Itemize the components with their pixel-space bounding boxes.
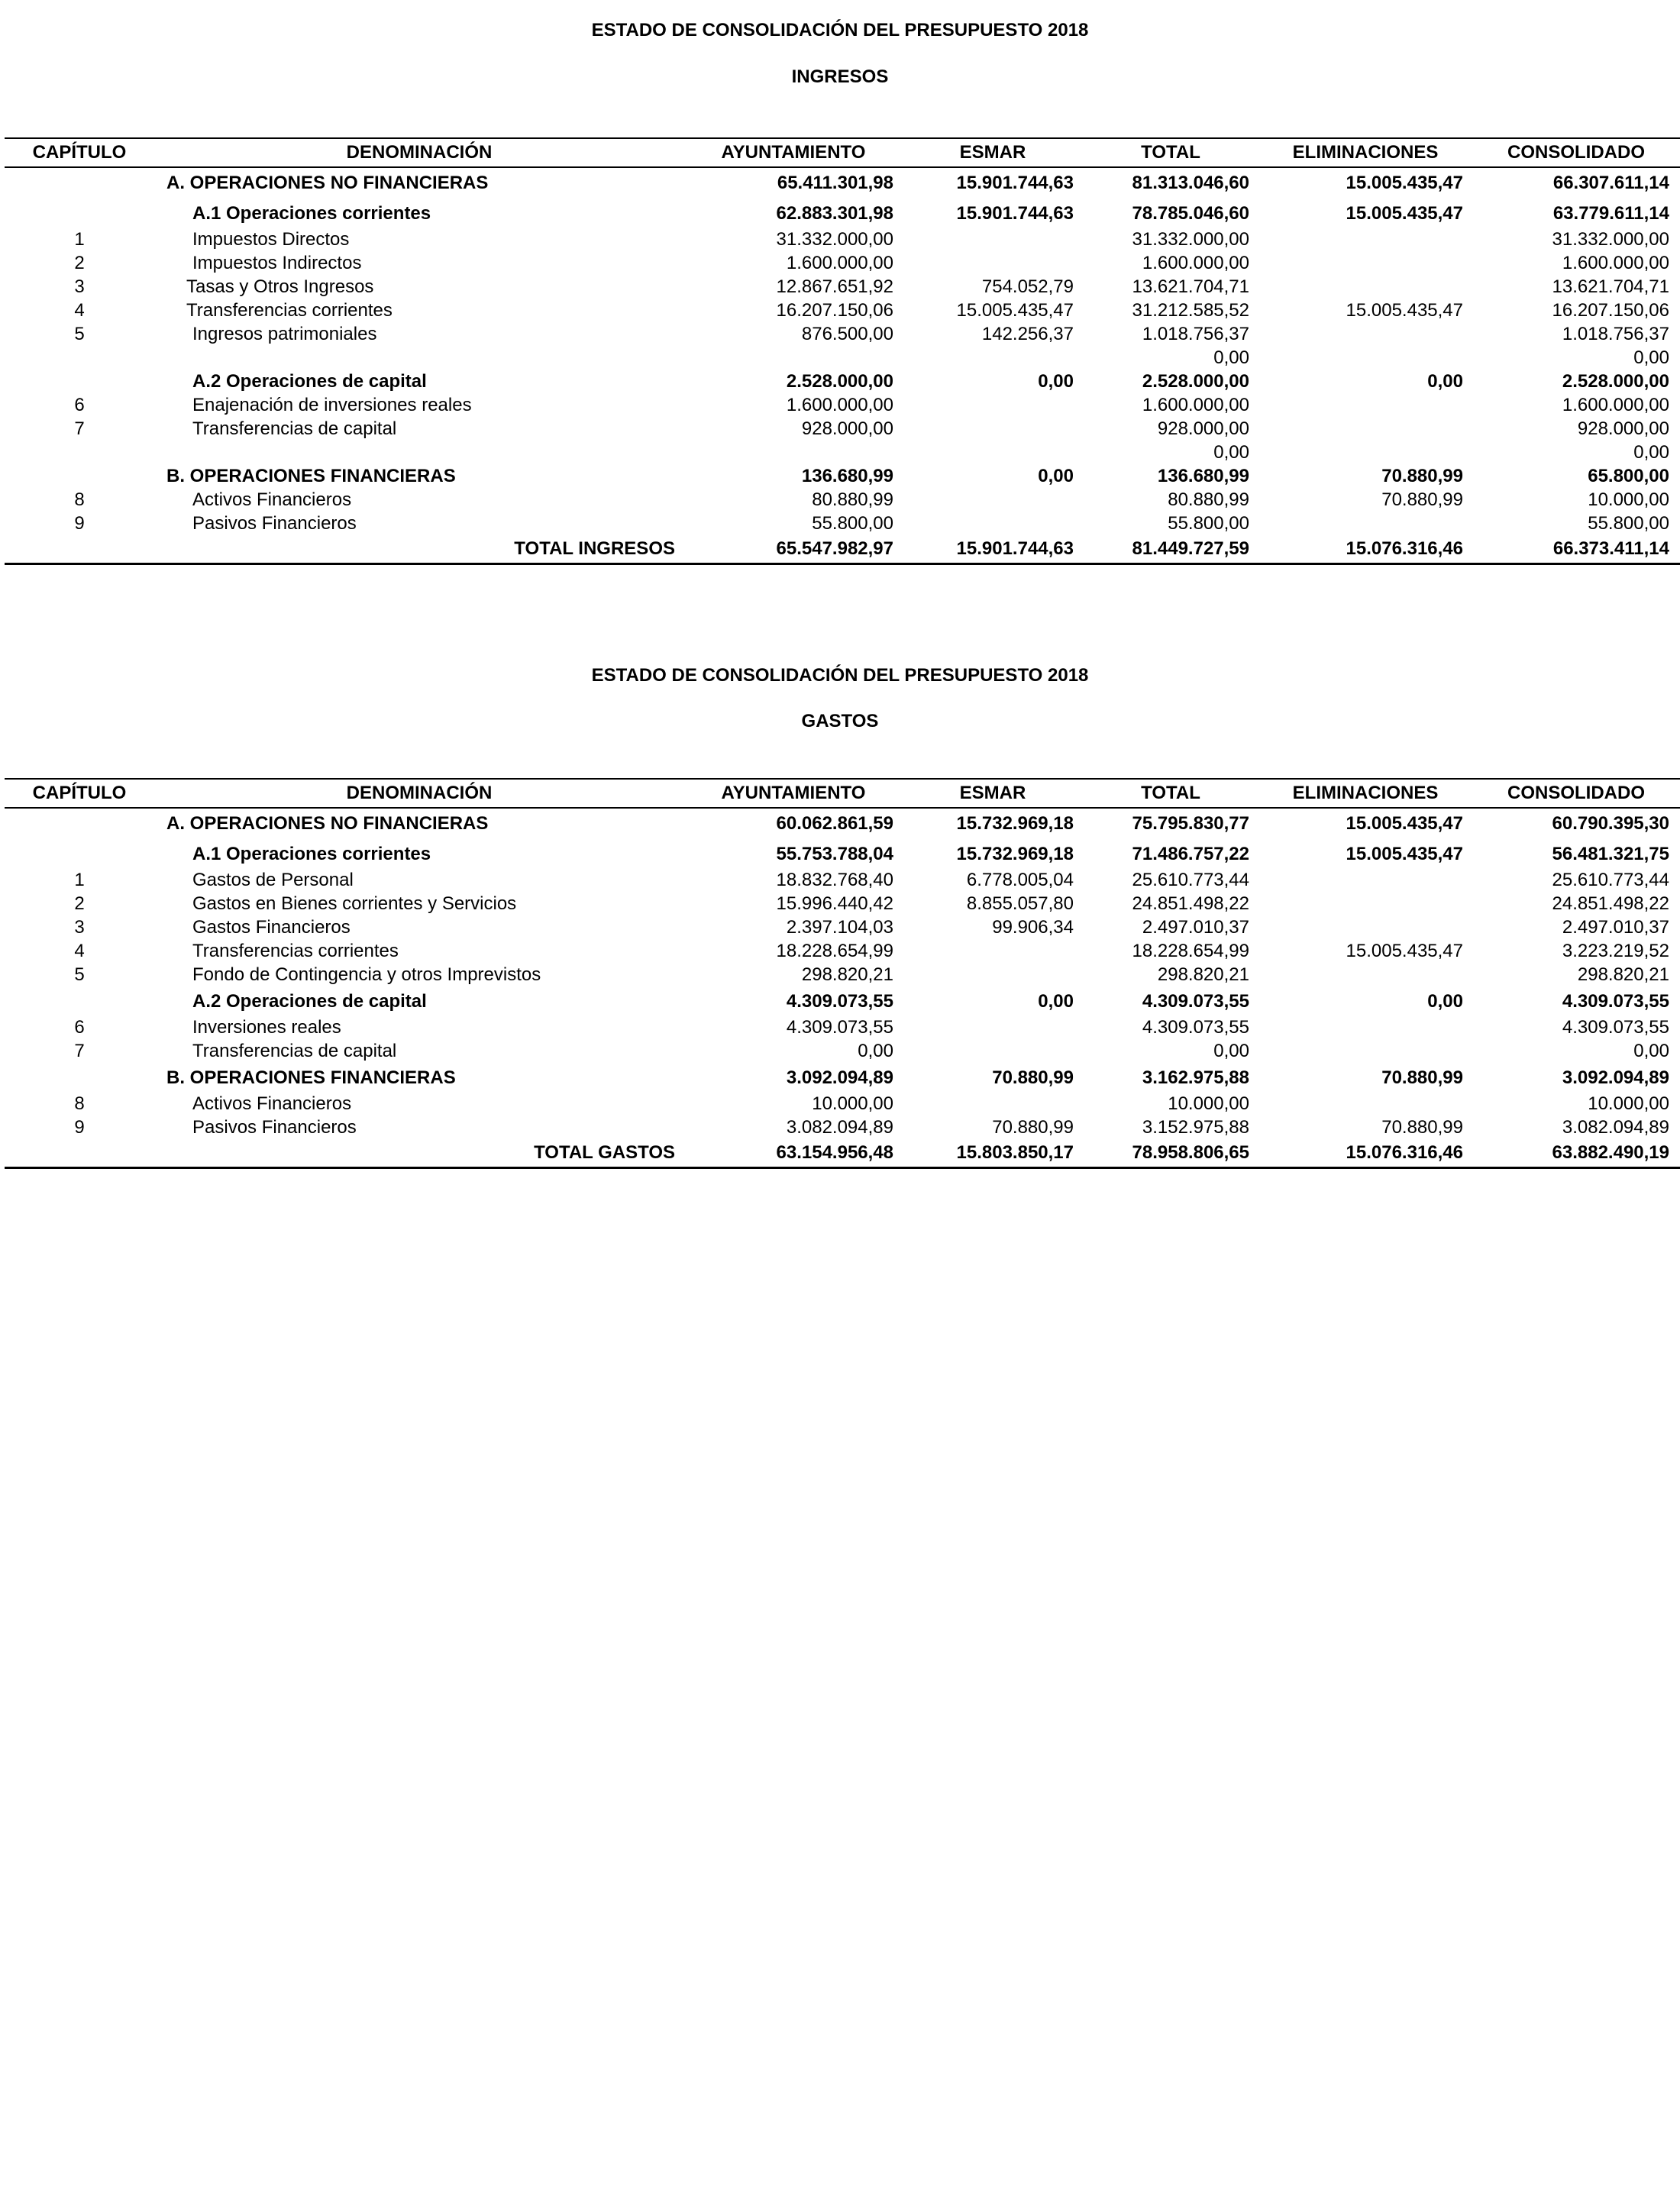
row-eliminaciones xyxy=(1258,1039,1472,1063)
row-esmar: 70.880,99 xyxy=(992,1117,1074,1138)
row-capitulo xyxy=(5,1063,154,1092)
table-row xyxy=(5,488,1680,512)
row-esmar: 70.880,99 xyxy=(992,1067,1074,1088)
row-capitulo: 1 xyxy=(74,229,85,250)
table-row xyxy=(5,441,1680,464)
row-total: 4.309.073,55 xyxy=(1142,1017,1249,1038)
row-consolidado: 65.800,00 xyxy=(1588,466,1669,486)
row-consolidado: 25.610.773,44 xyxy=(1552,870,1669,890)
header-esmar: ESMAR xyxy=(903,138,1083,167)
row-consolidado: 2.497.010,37 xyxy=(1562,917,1669,938)
row-ayuntamiento: 60.062.861,59 xyxy=(776,813,893,834)
row-denominacion: B. OPERACIONES FINANCIERAS xyxy=(166,466,456,486)
total-esmar: 15.901.744,63 xyxy=(903,535,1083,564)
header-esmar: ESMAR xyxy=(903,779,1083,808)
row-ayuntamiento: 1.600.000,00 xyxy=(786,253,893,273)
row-eliminaciones: 70.880,99 xyxy=(1381,466,1463,486)
row-total: 3.152.975,88 xyxy=(1142,1117,1249,1138)
row-eliminaciones: 0,00 xyxy=(1427,371,1463,392)
total-eliminaciones: 15.076.316,46 xyxy=(1258,535,1472,564)
row-eliminaciones xyxy=(1258,275,1472,299)
row-total: 4.309.073,55 xyxy=(1142,991,1249,1012)
row-total: 3.162.975,88 xyxy=(1142,1067,1249,1088)
row-ayuntamiento: 31.332.000,00 xyxy=(776,229,893,250)
gastos-header-row xyxy=(5,779,1680,808)
header-eliminaciones: ELIMINACIONES xyxy=(1258,779,1472,808)
row-total: 0,00 xyxy=(1213,442,1249,463)
row-denominacion: Pasivos Financieros xyxy=(192,1117,357,1138)
row-total: 0,00 xyxy=(1213,347,1249,368)
total-label: TOTAL INGRESOS xyxy=(154,535,684,564)
row-ayuntamiento: 136.680,99 xyxy=(801,466,893,486)
row-denominacion: Transferencias de capital xyxy=(192,1041,397,1061)
row-capitulo: 4 xyxy=(74,941,85,961)
gastos-title: ESTADO DE CONSOLIDACIÓN DEL PRESUPUESTO 2018 xyxy=(591,665,1089,686)
header-consolidado: CONSOLIDADO xyxy=(1472,779,1680,808)
row-denominacion: Impuestos Directos xyxy=(192,229,350,250)
row-ayuntamiento xyxy=(684,441,903,464)
row-eliminaciones xyxy=(1258,1092,1472,1116)
row-consolidado: 4.309.073,55 xyxy=(1562,991,1669,1012)
row-capitulo: 7 xyxy=(74,1041,85,1061)
header-total: TOTAL xyxy=(1083,779,1258,808)
row-denominacion: Activos Financieros xyxy=(192,489,352,510)
row-ayuntamiento: 298.820,21 xyxy=(801,964,893,985)
row-total: 2.528.000,00 xyxy=(1142,371,1249,392)
row-esmar xyxy=(903,228,1083,251)
row-eliminaciones xyxy=(1258,346,1472,370)
row-eliminaciones: 15.005.435,47 xyxy=(1346,813,1463,834)
row-capitulo: 2 xyxy=(74,893,85,914)
row-total: 2.497.010,37 xyxy=(1142,917,1249,938)
header-denominacion: DENOMINACIÓN xyxy=(154,138,684,167)
row-ayuntamiento: 16.207.150,06 xyxy=(776,300,893,321)
row-denominacion: Ingresos patrimoniales xyxy=(192,324,377,344)
row-eliminaciones: 15.005.435,47 xyxy=(1346,300,1463,321)
row-denominacion: Tasas y Otros Ingresos xyxy=(186,276,374,297)
row-ayuntamiento: 3.092.094,89 xyxy=(786,1067,893,1088)
row-capitulo xyxy=(5,986,154,1015)
row-capitulo xyxy=(5,808,154,839)
row-ayuntamiento: 4.309.073,55 xyxy=(786,991,893,1012)
header-eliminaciones: ELIMINACIONES xyxy=(1258,138,1472,167)
row-consolidado: 60.790.395,30 xyxy=(1552,813,1669,834)
row-total: 24.851.498,22 xyxy=(1132,893,1249,914)
total-consolidado: 66.373.411,14 xyxy=(1472,535,1680,564)
gastos-table xyxy=(5,778,1680,1169)
row-denominacion: Gastos Financieros xyxy=(192,917,351,938)
row-esmar: 6.778.005,04 xyxy=(966,870,1074,890)
row-capitulo: 9 xyxy=(74,513,85,534)
total-label: TOTAL GASTOS xyxy=(154,1139,684,1168)
row-denominacion: A.1 Operaciones corrientes xyxy=(192,203,431,224)
table-row xyxy=(5,393,1680,417)
row-ayuntamiento: 18.832.768,40 xyxy=(776,870,893,890)
row-eliminaciones xyxy=(1258,441,1472,464)
row-capitulo xyxy=(5,370,154,393)
row-consolidado: 298.820,21 xyxy=(1577,964,1669,985)
table-row xyxy=(5,199,1680,228)
row-total: 71.486.757,22 xyxy=(1132,844,1249,864)
row-consolidado: 928.000,00 xyxy=(1577,418,1669,439)
row-denominacion: Pasivos Financieros xyxy=(192,513,357,534)
row-consolidado: 31.332.000,00 xyxy=(1552,229,1669,250)
row-total: 75.795.830,77 xyxy=(1132,813,1249,834)
ingresos-title: ESTADO DE CONSOLIDACIÓN DEL PRESUPUESTO 2018 xyxy=(591,20,1089,40)
row-esmar xyxy=(903,512,1083,535)
row-capitulo xyxy=(5,167,154,199)
row-consolidado: 0,00 xyxy=(1633,347,1669,368)
row-total: 1.018.756,37 xyxy=(1142,324,1249,344)
row-consolidado: 10.000,00 xyxy=(1588,1093,1669,1114)
row-denominacion xyxy=(154,346,684,370)
row-total: 13.621.704,71 xyxy=(1132,276,1249,297)
row-denominacion: A.2 Operaciones de capital xyxy=(192,371,427,392)
row-total: 1.600.000,00 xyxy=(1142,253,1249,273)
row-total: 81.313.046,60 xyxy=(1132,173,1249,193)
table-row xyxy=(5,512,1680,535)
table-row xyxy=(5,1116,1680,1139)
table-row xyxy=(5,346,1680,370)
table-row xyxy=(5,892,1680,915)
row-capitulo xyxy=(5,839,154,868)
row-denominacion: Transferencias corrientes xyxy=(192,941,399,961)
row-ayuntamiento: 3.082.094,89 xyxy=(786,1117,893,1138)
row-esmar: 8.855.057,80 xyxy=(966,893,1074,914)
row-ayuntamiento: 65.411.301,98 xyxy=(777,173,893,193)
row-eliminaciones: 15.005.435,47 xyxy=(1346,941,1463,961)
row-esmar: 15.732.969,18 xyxy=(956,844,1074,864)
total-spacer xyxy=(5,1139,154,1168)
row-total: 298.820,21 xyxy=(1157,964,1249,985)
row-esmar: 15.901.744,63 xyxy=(956,173,1074,193)
row-total: 928.000,00 xyxy=(1157,418,1249,439)
row-ayuntamiento: 2.397.104,03 xyxy=(786,917,893,938)
row-eliminaciones xyxy=(1258,892,1472,915)
row-consolidado: 0,00 xyxy=(1633,442,1669,463)
row-ayuntamiento: 55.753.788,04 xyxy=(776,844,893,864)
row-total: 18.228.654,99 xyxy=(1132,941,1249,961)
total-spacer xyxy=(5,535,154,564)
table-row xyxy=(5,808,1680,839)
row-consolidado: 56.481.321,75 xyxy=(1552,844,1669,864)
row-capitulo: 8 xyxy=(74,489,85,510)
row-total: 136.680,99 xyxy=(1157,466,1249,486)
row-consolidado: 24.851.498,22 xyxy=(1552,893,1669,914)
row-ayuntamiento xyxy=(684,346,903,370)
table-row xyxy=(5,322,1680,346)
table-row xyxy=(5,251,1680,275)
row-denominacion: A.2 Operaciones de capital xyxy=(192,991,427,1012)
row-eliminaciones xyxy=(1258,251,1472,275)
row-total: 55.800,00 xyxy=(1168,513,1249,534)
row-eliminaciones xyxy=(1258,393,1472,417)
row-denominacion: Transferencias corrientes xyxy=(186,300,393,321)
row-esmar xyxy=(903,417,1083,441)
row-capitulo: 3 xyxy=(74,917,85,938)
row-consolidado: 55.800,00 xyxy=(1588,513,1669,534)
row-ayuntamiento: 4.309.073,55 xyxy=(786,1017,893,1038)
row-eliminaciones xyxy=(1258,868,1472,892)
row-ayuntamiento: 18.228.654,99 xyxy=(776,941,893,961)
row-ayuntamiento: 876.500,00 xyxy=(801,324,893,344)
header-consolidado: CONSOLIDADO xyxy=(1472,138,1680,167)
row-esmar: 15.901.744,63 xyxy=(956,203,1074,224)
row-total: 25.610.773,44 xyxy=(1132,870,1249,890)
row-eliminaciones: 0,00 xyxy=(1427,991,1463,1012)
header-ayuntamiento: AYUNTAMIENTO xyxy=(684,779,903,808)
row-esmar xyxy=(903,939,1083,963)
header-ayuntamiento: AYUNTAMIENTO xyxy=(684,138,903,167)
row-capitulo xyxy=(5,464,154,488)
total-total: 81.449.727,59 xyxy=(1083,535,1258,564)
row-denominacion: A. OPERACIONES NO FINANCIERAS xyxy=(166,813,489,834)
row-capitulo: 6 xyxy=(74,1017,85,1038)
row-ayuntamiento: 62.883.301,98 xyxy=(776,203,893,224)
row-consolidado: 4.309.073,55 xyxy=(1562,1017,1669,1038)
row-ayuntamiento: 10.000,00 xyxy=(812,1093,893,1114)
table-row xyxy=(5,839,1680,868)
row-denominacion: Enajenación de inversiones reales xyxy=(192,395,472,415)
header-capitulo: CAPÍTULO xyxy=(5,779,154,808)
row-eliminaciones xyxy=(1258,512,1472,535)
row-consolidado: 1.600.000,00 xyxy=(1562,253,1669,273)
row-esmar: 15.732.969,18 xyxy=(956,813,1074,834)
row-capitulo: 5 xyxy=(74,964,85,985)
row-total: 31.332.000,00 xyxy=(1132,229,1249,250)
total-total: 78.958.806,65 xyxy=(1083,1139,1258,1168)
table-row xyxy=(5,915,1680,939)
row-ayuntamiento: 1.600.000,00 xyxy=(786,395,893,415)
row-capitulo: 3 xyxy=(74,276,85,297)
table-row xyxy=(5,299,1680,322)
total-ayuntamiento: 63.154.956,48 xyxy=(684,1139,903,1168)
total-row xyxy=(5,1139,1680,1168)
row-total: 10.000,00 xyxy=(1168,1093,1249,1114)
table-row xyxy=(5,986,1680,1015)
ingresos-table xyxy=(5,137,1680,565)
row-esmar: 0,00 xyxy=(1038,991,1074,1012)
table-row xyxy=(5,228,1680,251)
row-capitulo xyxy=(5,199,154,228)
header-capitulo: CAPÍTULO xyxy=(5,138,154,167)
table-row xyxy=(5,1063,1680,1092)
row-consolidado: 1.600.000,00 xyxy=(1562,395,1669,415)
row-esmar xyxy=(903,393,1083,417)
row-esmar xyxy=(903,1092,1083,1116)
row-denominacion: Inversiones reales xyxy=(192,1017,341,1038)
row-denominacion: Gastos de Personal xyxy=(192,870,354,890)
row-consolidado: 10.000,00 xyxy=(1588,489,1669,510)
row-consolidado: 63.779.611,14 xyxy=(1552,203,1669,224)
row-capitulo: 7 xyxy=(74,418,85,439)
table-row xyxy=(5,370,1680,393)
table-row xyxy=(5,1015,1680,1039)
row-total: 31.212.585,52 xyxy=(1132,300,1249,321)
row-total: 0,00 xyxy=(1213,1041,1249,1061)
row-eliminaciones xyxy=(1258,228,1472,251)
row-capitulo: 5 xyxy=(74,324,85,344)
row-consolidado: 3.082.094,89 xyxy=(1562,1117,1669,1138)
row-eliminaciones: 70.880,99 xyxy=(1381,489,1463,510)
row-consolidado: 2.528.000,00 xyxy=(1562,371,1669,392)
row-eliminaciones xyxy=(1258,1015,1472,1039)
total-consolidado: 63.882.490,19 xyxy=(1472,1139,1680,1168)
row-eliminaciones: 15.005.435,47 xyxy=(1346,203,1463,224)
row-ayuntamiento: 15.996.440,42 xyxy=(776,893,893,914)
row-ayuntamiento: 55.800,00 xyxy=(812,513,893,534)
row-capitulo: 4 xyxy=(74,300,85,321)
row-capitulo: 9 xyxy=(74,1117,85,1138)
row-esmar: 0,00 xyxy=(1038,371,1074,392)
row-eliminaciones: 15.005.435,47 xyxy=(1346,173,1463,193)
table-row xyxy=(5,275,1680,299)
row-capitulo: 6 xyxy=(74,395,85,415)
row-consolidado: 0,00 xyxy=(1633,1041,1669,1061)
row-denominacion: Gastos en Bienes corrientes y Servicios xyxy=(192,893,517,914)
row-denominacion: Transferencias de capital xyxy=(192,418,397,439)
row-eliminaciones xyxy=(1258,322,1472,346)
row-ayuntamiento: 12.867.651,92 xyxy=(776,276,893,297)
row-denominacion: Impuestos Indirectos xyxy=(192,253,362,273)
row-eliminaciones: 70.880,99 xyxy=(1381,1067,1463,1088)
row-denominacion: Fondo de Contingencia y otros Imprevistos xyxy=(192,964,541,985)
total-eliminaciones: 15.076.316,46 xyxy=(1258,1139,1472,1168)
row-capitulo: 8 xyxy=(74,1093,85,1114)
row-denominacion: B. OPERACIONES FINANCIERAS xyxy=(166,1067,456,1088)
table-row xyxy=(5,939,1680,963)
row-esmar xyxy=(903,1039,1083,1063)
row-capitulo: 1 xyxy=(74,870,85,890)
row-esmar: 142.256,37 xyxy=(981,324,1074,344)
row-capitulo: 2 xyxy=(74,253,85,273)
row-denominacion xyxy=(154,441,684,464)
row-esmar xyxy=(903,441,1083,464)
row-eliminaciones xyxy=(1258,417,1472,441)
table-row xyxy=(5,464,1680,488)
row-esmar xyxy=(903,1015,1083,1039)
row-eliminaciones xyxy=(1258,963,1472,986)
row-ayuntamiento: 0,00 xyxy=(858,1041,893,1061)
table-row xyxy=(5,1039,1680,1063)
row-eliminaciones xyxy=(1258,915,1472,939)
row-esmar xyxy=(903,346,1083,370)
gastos-subtitle: GASTOS xyxy=(801,711,879,731)
row-esmar: 754.052,79 xyxy=(981,276,1074,297)
table-row xyxy=(5,868,1680,892)
row-esmar xyxy=(903,963,1083,986)
total-ayuntamiento: 65.547.982,97 xyxy=(684,535,903,564)
row-denominacion: Activos Financieros xyxy=(192,1093,352,1114)
header-denominacion: DENOMINACIÓN xyxy=(154,779,684,808)
row-esmar xyxy=(903,251,1083,275)
row-capitulo xyxy=(5,441,154,464)
ingresos-subtitle: INGRESOS xyxy=(791,66,889,87)
row-esmar: 15.005.435,47 xyxy=(956,300,1074,321)
row-eliminaciones: 15.005.435,47 xyxy=(1346,844,1463,864)
row-consolidado: 1.018.756,37 xyxy=(1562,324,1669,344)
row-consolidado: 13.621.704,71 xyxy=(1552,276,1669,297)
table-row xyxy=(5,417,1680,441)
total-row xyxy=(5,535,1680,564)
table-row xyxy=(5,1092,1680,1116)
table-row xyxy=(5,963,1680,986)
header-total: TOTAL xyxy=(1083,138,1258,167)
row-esmar: 99.906,34 xyxy=(992,917,1074,938)
row-total: 80.880,99 xyxy=(1168,489,1249,510)
table-row xyxy=(5,167,1680,199)
row-ayuntamiento: 2.528.000,00 xyxy=(786,371,893,392)
row-eliminaciones: 70.880,99 xyxy=(1381,1117,1463,1138)
row-capitulo xyxy=(5,346,154,370)
row-ayuntamiento: 928.000,00 xyxy=(801,418,893,439)
row-esmar: 0,00 xyxy=(1038,466,1074,486)
total-esmar: 15.803.850,17 xyxy=(903,1139,1083,1168)
row-consolidado: 3.092.094,89 xyxy=(1562,1067,1669,1088)
ingresos-header-row xyxy=(5,138,1680,167)
row-esmar xyxy=(903,488,1083,512)
row-consolidado: 66.307.611,14 xyxy=(1552,173,1669,193)
row-total: 78.785.046,60 xyxy=(1132,203,1249,224)
row-consolidado: 3.223.219,52 xyxy=(1562,941,1669,961)
row-denominacion: A. OPERACIONES NO FINANCIERAS xyxy=(166,173,489,193)
row-total: 1.600.000,00 xyxy=(1142,395,1249,415)
row-consolidado: 16.207.150,06 xyxy=(1552,300,1669,321)
row-ayuntamiento: 80.880,99 xyxy=(812,489,893,510)
row-denominacion: A.1 Operaciones corrientes xyxy=(192,844,431,864)
